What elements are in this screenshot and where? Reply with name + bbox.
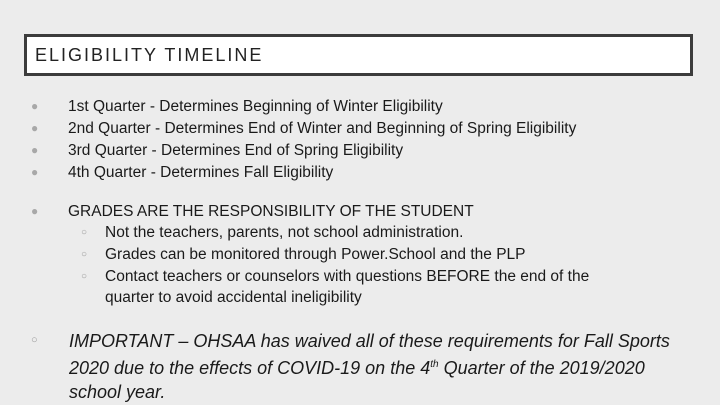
bullet-icon: ● [31,204,39,218]
bullet-icon: ● [31,165,39,179]
page-title: ELIGIBILITY TIMELINE [35,45,264,65]
ordinal-superscript: th [430,359,439,370]
important-text: IMPORTANT – OHSAA has waived all of these requirements for Fall Sports 2020 due to the effects of COVID-19 on the 4 [69,331,670,378]
hollow-bullet-icon: ○ [81,227,88,238]
grades-item-2: Grades can be monitored through Power.School and the PLP [105,246,526,263]
grades-item-1: Not the teachers, parents, not school administration. [105,224,464,241]
quarter-4: 4th Quarter - Determines Fall Eligibility [68,164,334,181]
bullet-icon: ● [31,143,39,157]
bullet-icon: ● [31,99,39,113]
quarter-2: 2nd Quarter - Determines End of Winter and Beginning of Spring Eligibility [68,120,577,137]
bullet-icon: ● [31,121,39,135]
hollow-bullet-icon: ○ [81,271,88,282]
hollow-bullet-icon: ○ [81,249,88,260]
quarter-1: 1st Quarter - Determines Beginning of Winter Eligibility [68,98,443,115]
grades-heading: GRADES ARE THE RESPONSIBILITY OF THE STUDENT [68,203,474,220]
important-note [69,329,699,404]
important-text-end: Quarter of the 2019/2020 school year. [69,358,645,402]
grades-item-3-cont: quarter to avoid accidental ineligibility [105,289,362,306]
quarter-3: 3rd Quarter - Determines End of Spring Eligibility [68,142,404,159]
grades-item-3: Contact teachers or counselors with questions BEFORE the end of the [105,268,590,285]
hollow-bullet-icon: ○ [31,334,38,346]
